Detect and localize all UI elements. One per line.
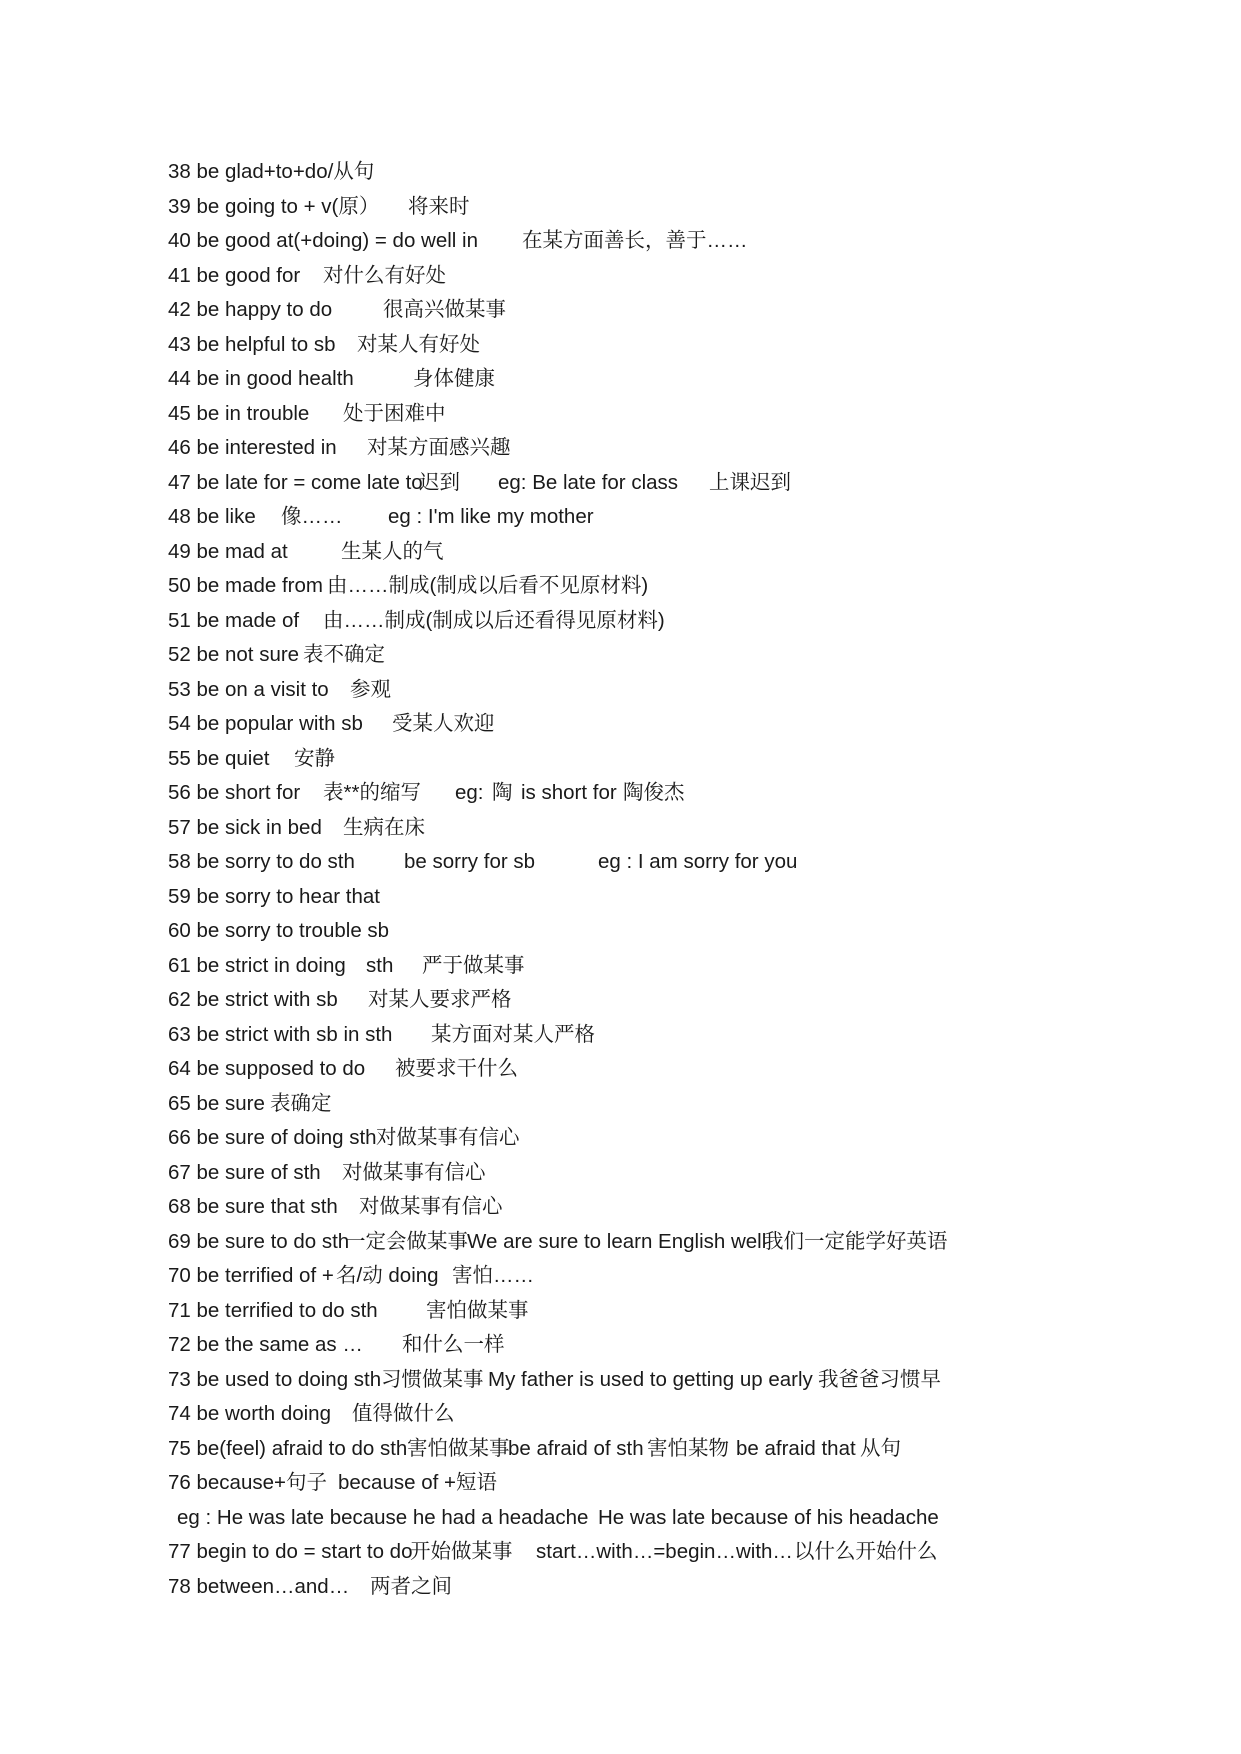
phrase-line bbox=[0, 155, 1241, 190]
phrase-gloss: eg: bbox=[455, 781, 484, 804]
phrase-line bbox=[0, 983, 1241, 1018]
phrase-line bbox=[0, 293, 1241, 328]
phrase-line bbox=[0, 1121, 1241, 1156]
phrase-line bbox=[0, 949, 1241, 984]
phrase-gloss: 陶 bbox=[492, 781, 513, 804]
phrase-text: 55 be quiet bbox=[168, 746, 270, 770]
phrase-gloss: 两者之间 bbox=[370, 1574, 452, 1598]
phrase-gloss: 将来时 bbox=[408, 194, 470, 218]
phrase-text: 62 be strict with sb bbox=[168, 988, 338, 1011]
phrase-text: 74 be worth doing bbox=[168, 1402, 331, 1425]
phrase-gloss: 害怕…… bbox=[452, 1264, 534, 1287]
phrase-gloss: 被要求干什么 bbox=[395, 1057, 518, 1080]
phrase-gloss: 对什么有好处 bbox=[323, 263, 446, 287]
phrase-gloss: 害怕做某事 bbox=[407, 1436, 510, 1460]
phrase-gloss: 表确定 bbox=[270, 1091, 332, 1115]
phrase-line bbox=[0, 1466, 1241, 1501]
phrase-text: 65 be sure bbox=[168, 1091, 265, 1115]
phrase-gloss: 由……制成(制成以后看不见原材料) bbox=[327, 574, 649, 597]
phrase-text: 71 be terrified to do sth bbox=[168, 1298, 378, 1322]
phrase-gloss: 某方面对某人严格 bbox=[431, 1022, 595, 1046]
phrase-line bbox=[0, 1225, 1241, 1260]
phrase-text: 76 because+句子 bbox=[168, 1471, 327, 1494]
phrase-line bbox=[0, 707, 1241, 742]
phrase-text: 53 be on a visit to bbox=[168, 677, 329, 701]
phrase-text: 75 be(feel) afraid to do sth bbox=[168, 1436, 408, 1460]
phrase-gloss: 处于困难中 bbox=[343, 401, 446, 425]
phrase-text: 63 be strict with sb in sth bbox=[168, 1022, 393, 1046]
phrase-gloss: 上课迟到 bbox=[709, 470, 791, 494]
phrase-gloss: be afraid of sth bbox=[508, 1436, 644, 1460]
phrase-text: 46 be interested in bbox=[168, 436, 337, 459]
phrase-gloss: is short for bbox=[521, 781, 617, 804]
phrase-line bbox=[0, 224, 1241, 259]
phrase-gloss: 安静 bbox=[294, 746, 335, 770]
phrase-gloss: 值得做什么 bbox=[352, 1402, 455, 1425]
phrase-gloss: eg : I am sorry for you bbox=[598, 850, 798, 873]
phrase-gloss: 开始做某事 bbox=[410, 1540, 513, 1563]
phrase-line bbox=[0, 1328, 1241, 1363]
phrase-text: 58 be sorry to do sth bbox=[168, 850, 355, 873]
phrase-text: 57 be sick in bed bbox=[168, 815, 322, 839]
phrase-text: 54 be popular with sb bbox=[168, 712, 363, 735]
phrase-gloss: We are sure to learn English well bbox=[467, 1229, 767, 1253]
phrase-line bbox=[0, 569, 1241, 604]
phrase-line bbox=[0, 1259, 1241, 1294]
phrase-text: 43 be helpful to sb bbox=[168, 332, 336, 356]
phrase-text: 44 be in good health bbox=[168, 367, 354, 390]
phrase-gloss: 很高兴做某事 bbox=[383, 298, 506, 321]
phrase-line bbox=[0, 431, 1241, 466]
phrase-line bbox=[0, 811, 1241, 846]
phrase-line bbox=[0, 880, 1241, 915]
phrase-gloss: 表不确定 bbox=[303, 643, 385, 666]
phrase-gloss: start…with…=begin…with… bbox=[536, 1540, 793, 1563]
phrase-text: 48 be like bbox=[168, 505, 256, 528]
phrase-gloss: 和什么一样 bbox=[402, 1333, 505, 1356]
phrase-gloss: 表**的缩写 bbox=[323, 781, 421, 804]
phrase-line bbox=[0, 1363, 1241, 1398]
phrase-text: 60 be sorry to trouble sb bbox=[168, 919, 390, 942]
phrase-gloss: because of +短语 bbox=[338, 1471, 497, 1494]
phrase-line bbox=[0, 1052, 1241, 1087]
phrase-gloss: 名/动 doing bbox=[336, 1264, 439, 1287]
phrase-line bbox=[0, 362, 1241, 397]
phrase-line bbox=[0, 535, 1241, 570]
phrase-line bbox=[0, 397, 1241, 432]
phrase-gloss: 生某人的气 bbox=[341, 539, 444, 563]
phrase-line bbox=[0, 259, 1241, 294]
phrase-line bbox=[0, 1501, 1241, 1536]
phrase-gloss: 由……制成(制成以后还看得见原材料) bbox=[323, 608, 665, 632]
phrase-text: 61 be strict in doing bbox=[168, 953, 346, 977]
phrase-text: 77 begin to do = start to do bbox=[168, 1540, 413, 1563]
phrase-text: 49 be mad at bbox=[168, 539, 288, 563]
phrase-gloss: 对做某事有信心 bbox=[359, 1195, 503, 1218]
phrase-line bbox=[0, 190, 1241, 225]
phrase-text: 59 be sorry to hear that bbox=[168, 884, 380, 908]
phrase-text: 38 be glad+to+do/从句 bbox=[168, 160, 375, 183]
phrase-text: 40 be good at(+doing) = do well in bbox=[168, 229, 479, 252]
phrase-gloss: 陶俊杰 bbox=[623, 781, 685, 804]
phrase-text: 66 be sure of doing sth bbox=[168, 1126, 377, 1149]
phrase-gloss: 严于做某事 bbox=[422, 953, 525, 977]
phrase-gloss: eg: Be late for class bbox=[498, 470, 679, 494]
phrase-gloss: 习惯做某事 bbox=[381, 1367, 484, 1391]
phrase-text: eg : He was late because he had a headache bbox=[177, 1505, 589, 1529]
phrase-line bbox=[0, 604, 1241, 639]
phrase-line bbox=[0, 673, 1241, 708]
phrase-line bbox=[0, 1397, 1241, 1432]
phrase-line bbox=[0, 1570, 1241, 1605]
phrase-text: 72 be the same as … bbox=[168, 1333, 363, 1356]
phrase-text: 56 be short for bbox=[168, 781, 301, 804]
phrase-line bbox=[0, 328, 1241, 363]
phrase-gloss: 对某方面感兴趣 bbox=[367, 436, 511, 459]
phrase-line bbox=[0, 1294, 1241, 1329]
phrase-gloss: 以什么开始什么 bbox=[794, 1540, 938, 1563]
phrase-line bbox=[0, 776, 1241, 811]
phrase-gloss: 一定会做某事 bbox=[345, 1229, 468, 1253]
phrase-line bbox=[0, 1535, 1241, 1570]
phrase-text: 41 be good for bbox=[168, 263, 301, 287]
phrase-gloss: 对做某事有信心 bbox=[342, 1160, 486, 1184]
phrase-line bbox=[0, 1156, 1241, 1191]
phrase-text: 45 be in trouble bbox=[168, 401, 310, 425]
phrase-gloss: 身体健康 bbox=[413, 367, 495, 390]
phrase-text: 52 be not sure bbox=[168, 643, 300, 666]
phrase-line bbox=[0, 845, 1241, 880]
phrase-text: 68 be sure that sth bbox=[168, 1195, 338, 1218]
phrase-gloss: 迟到 bbox=[419, 470, 460, 494]
phrase-line bbox=[0, 742, 1241, 777]
phrase-gloss: 害怕做某事 bbox=[426, 1298, 529, 1322]
phrase-text: 73 be used to doing sth bbox=[168, 1367, 382, 1391]
phrase-gloss: 像…… bbox=[281, 505, 343, 528]
phrase-text: 64 be supposed to do bbox=[168, 1057, 366, 1080]
phrase-gloss: 害怕某物 bbox=[647, 1436, 729, 1460]
phrase-line bbox=[0, 638, 1241, 673]
phrase-text: 47 be late for = come late to bbox=[168, 470, 423, 494]
phrase-line bbox=[0, 1432, 1241, 1467]
phrase-gloss: be sorry for sb bbox=[404, 850, 536, 873]
phrase-gloss: My father is used to getting up early bbox=[488, 1367, 813, 1391]
phrase-text: 69 be sure to do sth bbox=[168, 1229, 350, 1253]
phrase-text: 78 between…and… bbox=[168, 1574, 350, 1598]
phrase-gloss: 参观 bbox=[350, 677, 391, 701]
phrase-text: 50 be made from bbox=[168, 574, 323, 597]
phrase-gloss: 对某人要求严格 bbox=[368, 988, 512, 1011]
phrase-gloss: 生病在床 bbox=[343, 815, 425, 839]
phrase-line bbox=[0, 1190, 1241, 1225]
phrase-line bbox=[0, 500, 1241, 535]
phrase-text: 70 be terrified of + bbox=[168, 1264, 334, 1287]
phrase-gloss: sth bbox=[366, 953, 394, 977]
phrase-gloss: He was late because of his headache bbox=[598, 1505, 939, 1529]
phrase-gloss: 受某人欢迎 bbox=[392, 712, 495, 735]
phrase-line bbox=[0, 914, 1241, 949]
phrase-gloss: 我爸爸习惯早 bbox=[818, 1367, 941, 1391]
phrase-gloss: 从句 bbox=[860, 1436, 901, 1460]
phrase-gloss: 我们一定能学好英语 bbox=[763, 1229, 948, 1253]
phrase-gloss: eg : I'm like my mother bbox=[388, 505, 594, 528]
phrase-line bbox=[0, 1087, 1241, 1122]
phrase-gloss: 对做某事有信心 bbox=[376, 1126, 520, 1149]
phrase-text: 42 be happy to do bbox=[168, 298, 333, 321]
phrase-line bbox=[0, 1018, 1241, 1053]
phrase-text: 51 be made of bbox=[168, 608, 300, 632]
phrase-text: 67 be sure of sth bbox=[168, 1160, 321, 1184]
phrase-line bbox=[0, 466, 1241, 501]
phrase-list bbox=[0, 155, 1241, 1604]
phrase-gloss: 对某人有好处 bbox=[357, 332, 480, 356]
phrase-text: 39 be going to + v(原） bbox=[168, 194, 380, 218]
phrase-gloss: be afraid that bbox=[736, 1436, 856, 1460]
phrase-gloss: 在某方面善长，善于…… bbox=[522, 229, 748, 252]
